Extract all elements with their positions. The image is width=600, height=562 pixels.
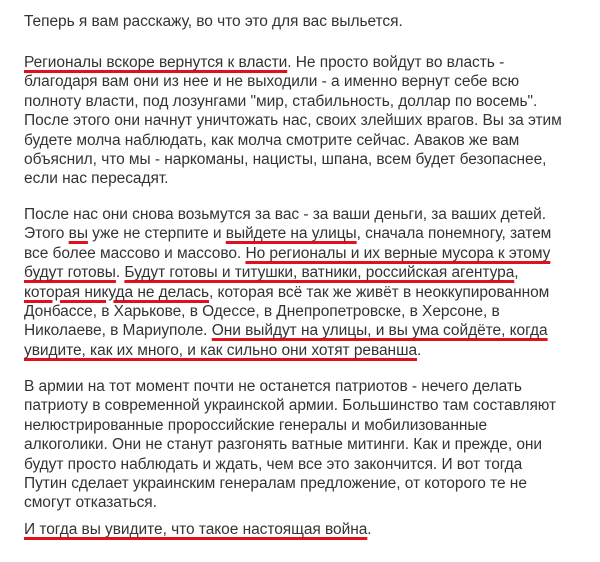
- text-segment: , которая всё так же живёт в неоккупированном: [209, 283, 550, 301]
- text-line: [24, 341, 580, 360]
- text-segment: полноту власти, под лозунгами "мир, стабильность, доллар по восемь".: [24, 92, 538, 110]
- underlined-phrase: которая никуда не делась: [24, 283, 210, 301]
- text-segment: , сначала понемногу, затем: [356, 225, 552, 243]
- underlined-phrase: Регионалы вскоре вернутся к власти: [24, 54, 288, 71]
- underlined-phrase: увидите, как их много, и как сильно они хотят реванша: [24, 341, 418, 359]
- text-line: [24, 53, 580, 72]
- text-segment: будут просто наблюдать и ждать, чем все это закончится. И вот тогда: [24, 455, 523, 473]
- text-line: [24, 474, 580, 493]
- text-segment: Донбассе, в Харькове, в Одессе, в Днепропетровске, в Херсоне, в: [24, 303, 500, 321]
- text-line: [24, 205, 580, 224]
- text-segment: Николаеве, в Мариуполе.: [24, 322, 212, 340]
- text-segment: ,: [514, 264, 519, 282]
- underlined-phrase: вы: [68, 225, 88, 243]
- text-line: [24, 520, 580, 539]
- text-line: [24, 244, 580, 263]
- text-line: [24, 302, 580, 321]
- underlined-phrase: Но регионалы и их верные мусора к этому: [245, 244, 551, 262]
- text-segment: уже не стерпите и: [87, 225, 226, 243]
- text-line: [24, 111, 580, 130]
- text-line: [24, 396, 580, 415]
- text-segment: нелюстрированные пророссийские генералы и мобилизованные: [24, 416, 488, 434]
- underlined-phrase: Они выйдут на улицы, и вы ума сойдёте, когда: [211, 322, 548, 340]
- text-segment: алкоголики. Они не станут разгонять ватные митинги. Как и прежде, они: [24, 436, 543, 454]
- underlined-phrase: И тогда вы увидите, что такое настоящая война: [24, 521, 368, 538]
- text-line: [24, 435, 580, 454]
- text-line: [24, 493, 580, 512]
- text-segment: . Не просто войдут во власть -: [287, 54, 505, 71]
- text-segment: смогут отказаться.: [24, 494, 157, 512]
- text-segment: В армии на тот момент почти не останется патриотов - нечего делать: [24, 378, 522, 395]
- text-segment: объяснил, что мы - наркоманы, нацисты, шпана, всем будет безопаснее,: [24, 151, 547, 169]
- text-segment: Этого: [24, 225, 69, 243]
- text-segment: благодаря вам они из нее и не выходили - а именно вернут себе всю: [24, 73, 520, 91]
- text-segment: Путин сделает украинским генералам предложение, от которого те не: [24, 475, 527, 493]
- text-line: [24, 321, 580, 340]
- paragraph-3: [24, 205, 580, 360]
- text-line: [24, 224, 580, 243]
- text-segment: .: [367, 521, 372, 538]
- paragraph-4: [24, 377, 580, 513]
- text-line: [24, 455, 580, 474]
- text-line: [24, 169, 580, 188]
- text-line: [24, 12, 580, 31]
- text-line: [24, 131, 580, 150]
- paragraph-2: [24, 53, 580, 189]
- text-segment: Теперь я вам расскажу, во что это для вас выльется.: [24, 13, 403, 30]
- paragraph-1: [24, 12, 580, 31]
- text-segment: если нас пересадят.: [24, 170, 169, 188]
- underlined-phrase: Будут готовы и титушки, ватники, российская агентура: [124, 264, 515, 282]
- text-segment: После нас они снова возьмутся за вас - за ваши деньги, за ваших детей.: [24, 206, 547, 223]
- text-line: [24, 416, 580, 435]
- text-segment: все более массово и массово.: [24, 244, 246, 262]
- text-line: [24, 377, 580, 396]
- text-line: [24, 72, 580, 91]
- text-segment: .: [417, 341, 422, 359]
- text-segment: будете молча наблюдать, как молча смотрите сейчас. Аваков же вам: [24, 131, 520, 149]
- text-line: [24, 92, 580, 111]
- text-segment: .: [115, 264, 125, 282]
- text-line: [24, 150, 580, 169]
- paragraph-5: [24, 520, 580, 539]
- underlined-phrase: выйдете на улицы: [225, 225, 357, 243]
- text-line: [24, 283, 580, 302]
- text-line: [24, 263, 580, 282]
- text-segment: патриоту в современной украинской армии. Большинство там составляют: [24, 397, 557, 415]
- underlined-phrase: будут готовы: [24, 264, 116, 282]
- text-segment: После этого они начнут уничтожать нас, своих злейших врагов. Вы за этим: [24, 112, 562, 130]
